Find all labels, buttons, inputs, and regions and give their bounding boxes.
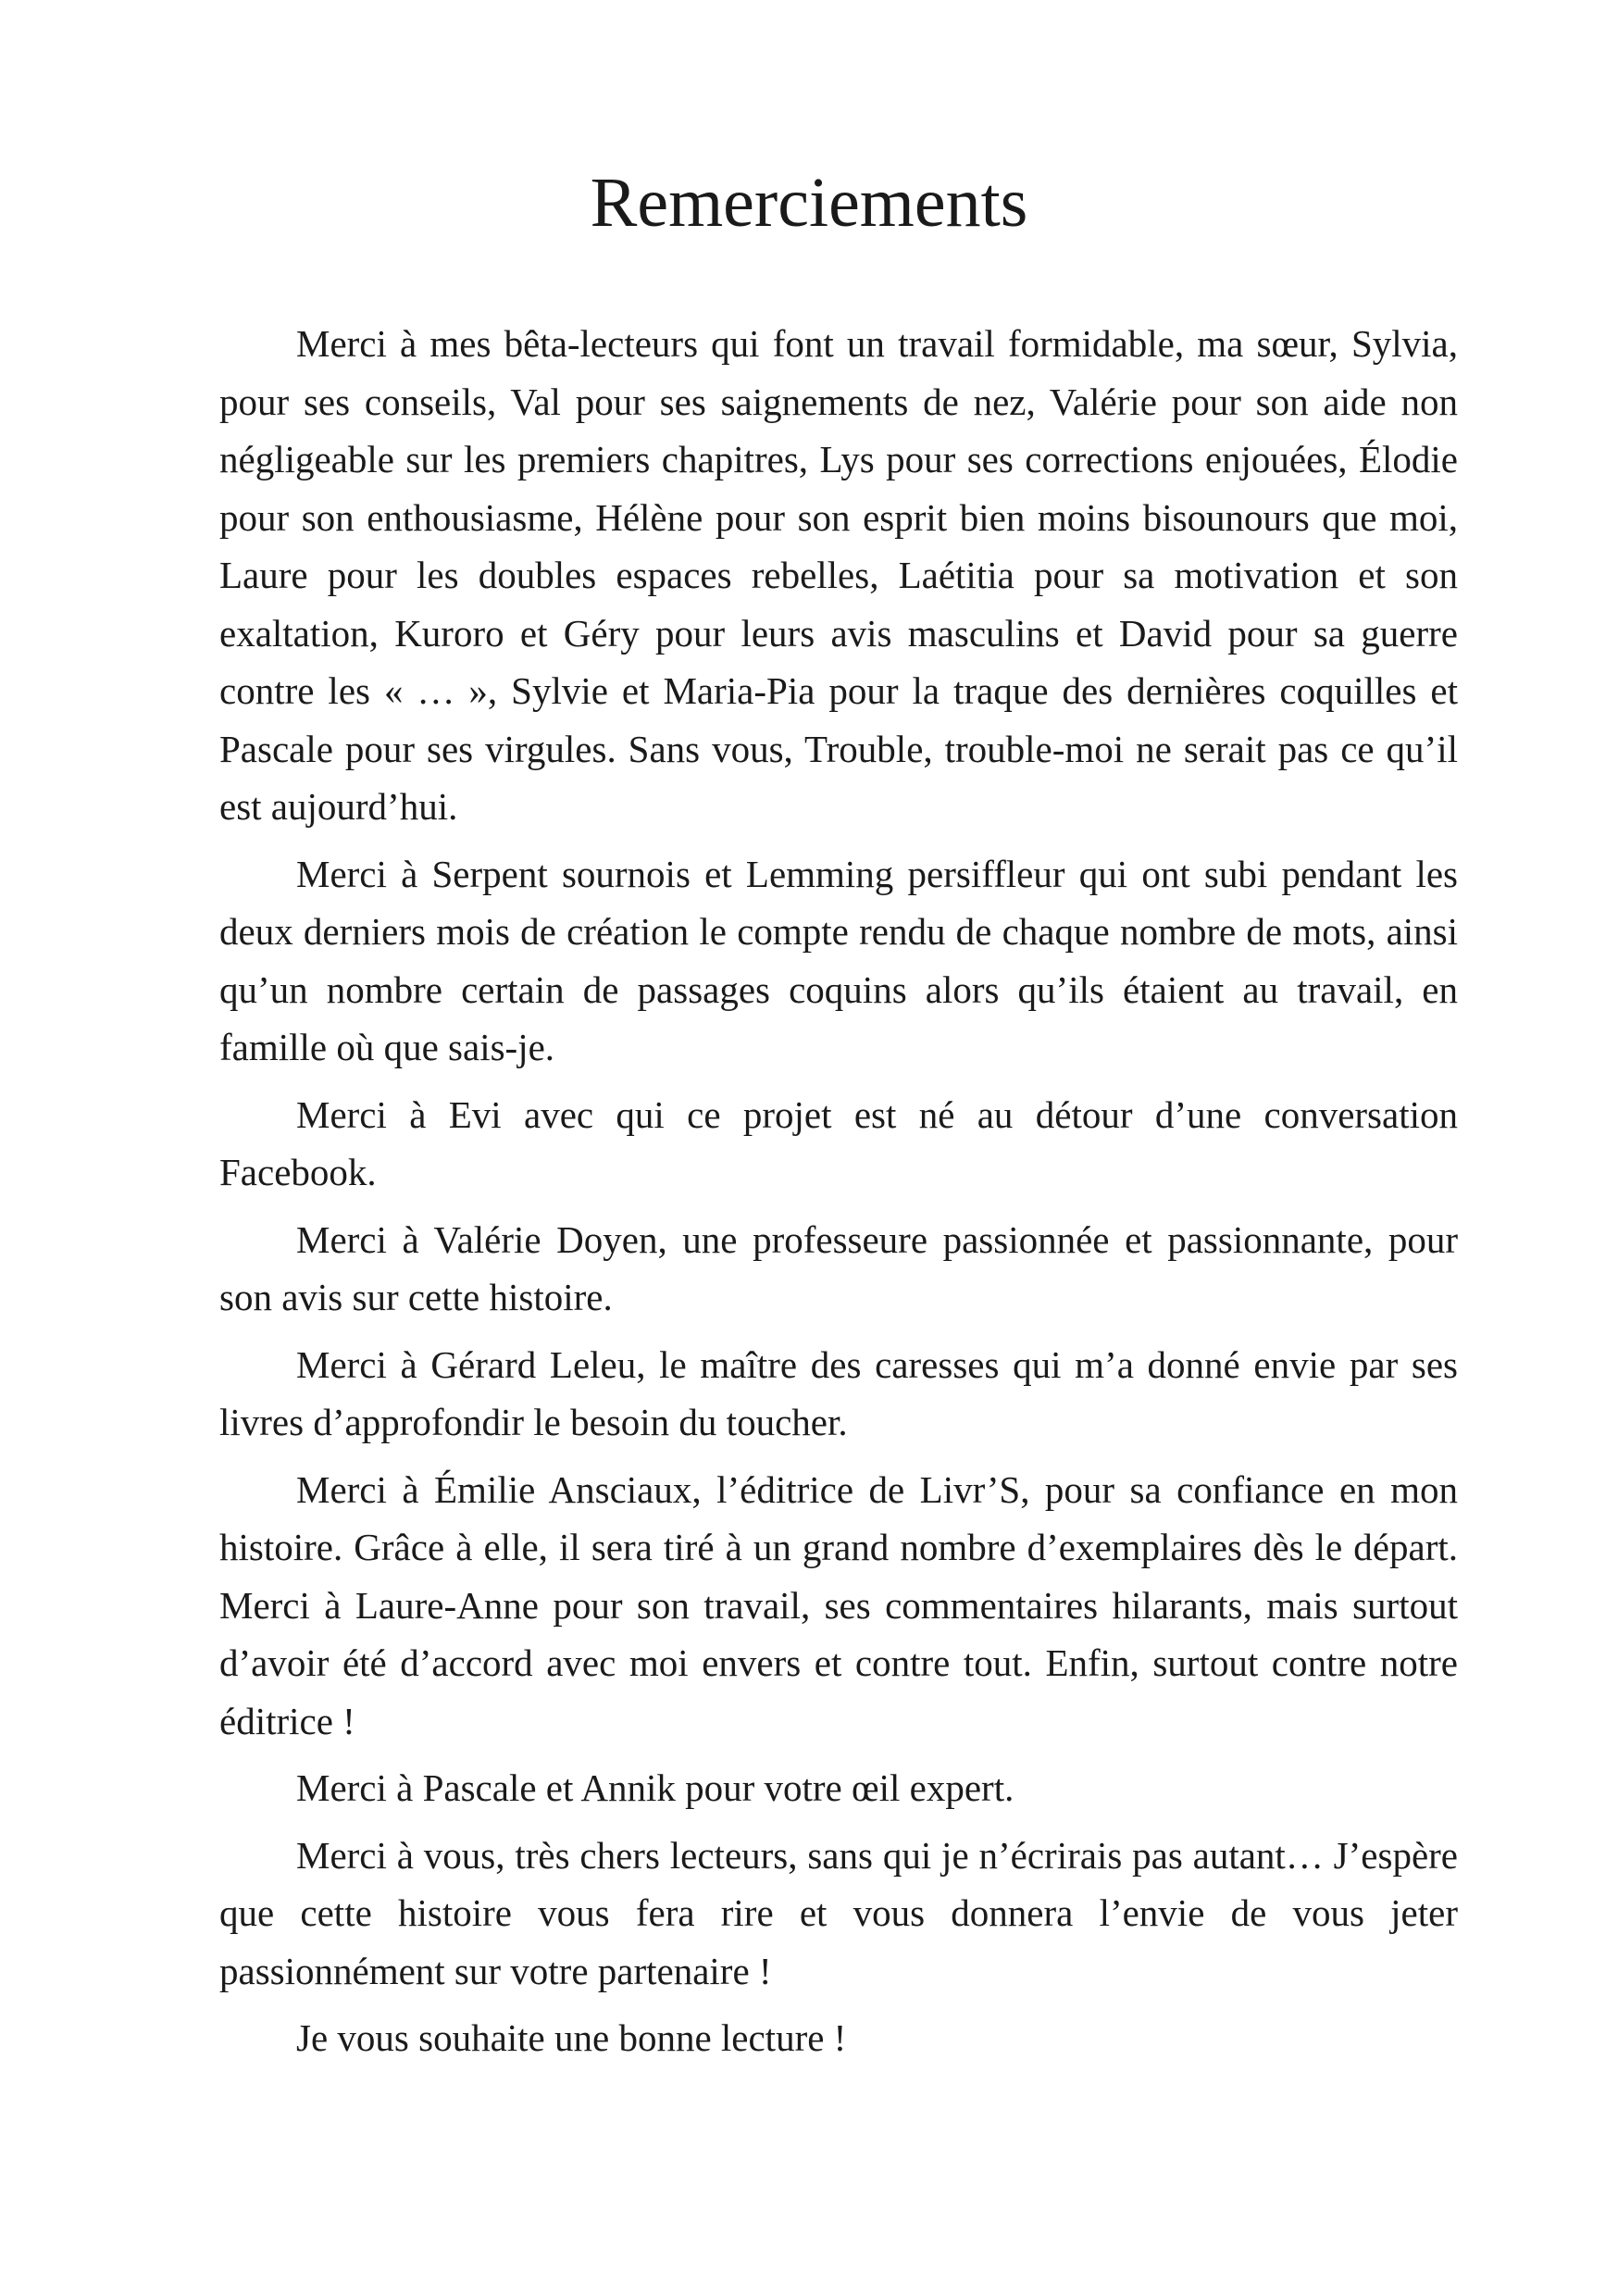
paragraph-readers: Merci à vous, très chers lecteurs, sans qui je n’écrirais pas autant… J’espère que cette histoire vous fera rire et vous donnera l’envie de vous jeter passionnément sur votre partenaire !	[219, 1833, 1458, 1992]
paragraph-pascale-annik: Merci à Pascale et Annik pour votre œil expert.	[296, 1766, 1014, 1809]
paragraph-closing: Je vous souhaite une bonne lecture !	[296, 2016, 847, 2059]
paragraph-emilie-ansciaux: Merci à Émilie Ansciaux, l’éditrice de Livr’S, pour sa confiance en mon histoire. Grâce à elle, il sera tiré à un grand nombre d’exemplaires dès le départ. Merci à Laure-Anne pour son travail, ses commentaires hilarants, mais surtout d’avoir été d’accord avec moi envers et contre tout. Enfin, surtout contre notre éditrice !	[219, 1467, 1458, 1742]
acknowledgements-body	[219, 315, 1458, 2077]
paragraph-gerard-leleu: Merci à Gérard Leleu, le maître des caresses qui m’a donné envie par ses livres d’approfondir le besoin du toucher.	[219, 1342, 1458, 1443]
paragraph-valerie-doyen: Merci à Valérie Doyen, une professeure passionnée et passionnante, pour son avis sur cette histoire.	[219, 1217, 1458, 1318]
paragraph-evi: Merci à Evi avec qui ce projet est né au détour d’une conversation Facebook.	[219, 1092, 1458, 1193]
paragraph-serpent-lemming: Merci à Serpent sournois et Lemming persiffleur qui ont subi pendant les deux derniers mois de création le compte rendu de chaque nombre de mots, ainsi qu’un nombre certain de passages coquins alors qu’ils étaient au travail, en famille où que sais-je.	[219, 852, 1458, 1068]
paragraph-beta-readers: Merci à mes bêta-lecteurs qui font un travail formidable, ma sœur, Sylvia, pour ses conseils, Val pour ses saignements de nez, Valérie pour son aide non négligeable sur les premiers chapitres, Lys pour ses corrections enjouées, Élodie pour son enthousiasme, Hélène pour son esprit bien moins bisounours que moi, Laure pour les doubles espaces rebelles, Laétitia pour sa motivation et son exaltation, Kuroro et Géry pour leurs avis masculins et David pour sa guerre contre les « … », Sylvie et Maria-Pia pour la traque des dernières coquilles et Pascale pour ses virgules. Sans vous, Trouble, trouble-moi ne serait pas ce qu’il est aujourd’hui.	[219, 322, 1458, 828]
page-title: Remerciements	[590, 164, 1028, 242]
